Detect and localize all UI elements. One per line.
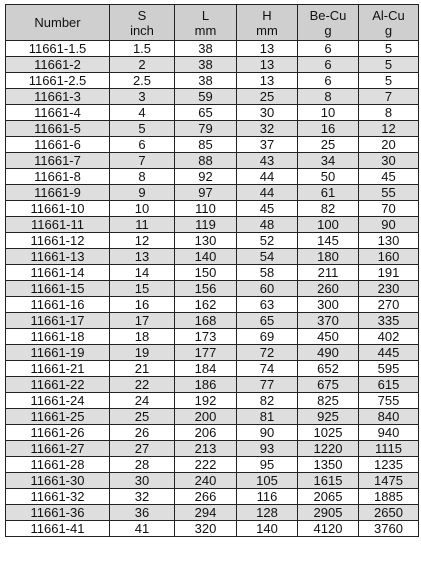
cell-be-cu-weight: 180 bbox=[298, 249, 359, 265]
cell-size: 16 bbox=[110, 297, 175, 313]
cell-number: 11661-41 bbox=[6, 521, 110, 537]
table-row bbox=[6, 441, 419, 457]
cell-length: 92 bbox=[175, 169, 237, 185]
cell-number: 11661-22 bbox=[6, 377, 110, 393]
table-row bbox=[6, 217, 419, 233]
cell-al-cu-weight: 8 bbox=[359, 105, 419, 121]
cell-height: 44 bbox=[237, 185, 298, 201]
cell-number: 11661-21 bbox=[6, 361, 110, 377]
cell-al-cu-weight: 755 bbox=[359, 393, 419, 409]
cell-al-cu-weight: 940 bbox=[359, 425, 419, 441]
cell-number: 11661-9 bbox=[6, 185, 110, 201]
cell-be-cu-weight: 1025 bbox=[298, 425, 359, 441]
cell-be-cu-weight: 370 bbox=[298, 313, 359, 329]
table-row bbox=[6, 393, 419, 409]
table-row bbox=[6, 57, 419, 73]
cell-al-cu-weight: 30 bbox=[359, 153, 419, 169]
cell-length: 59 bbox=[175, 89, 237, 105]
cell-height: 60 bbox=[237, 281, 298, 297]
cell-size: 5 bbox=[110, 121, 175, 137]
cell-size: 36 bbox=[110, 505, 175, 521]
cell-height: 32 bbox=[237, 121, 298, 137]
cell-number: 11661-30 bbox=[6, 473, 110, 489]
cell-height: 48 bbox=[237, 217, 298, 233]
cell-size: 2.5 bbox=[110, 73, 175, 89]
cell-height: 52 bbox=[237, 233, 298, 249]
cell-number: 11661-25 bbox=[6, 409, 110, 425]
cell-al-cu-weight: 1235 bbox=[359, 457, 419, 473]
table-row bbox=[6, 361, 419, 377]
cell-size: 3 bbox=[110, 89, 175, 105]
cell-length: 156 bbox=[175, 281, 237, 297]
cell-be-cu-weight: 100 bbox=[298, 217, 359, 233]
cell-length: 110 bbox=[175, 201, 237, 217]
cell-al-cu-weight: 7 bbox=[359, 89, 419, 105]
spec-table bbox=[5, 4, 419, 537]
cell-height: 13 bbox=[237, 73, 298, 89]
table-row bbox=[6, 201, 419, 217]
cell-length: 65 bbox=[175, 105, 237, 121]
cell-be-cu-weight: 300 bbox=[298, 297, 359, 313]
cell-number: 11661-1.5 bbox=[6, 41, 110, 57]
cell-length: 79 bbox=[175, 121, 237, 137]
cell-height: 65 bbox=[237, 313, 298, 329]
cell-length: 119 bbox=[175, 217, 237, 233]
cell-number: 11661-14 bbox=[6, 265, 110, 281]
table-row bbox=[6, 345, 419, 361]
table-row bbox=[6, 105, 419, 121]
table-row bbox=[6, 89, 419, 105]
cell-al-cu-weight: 3760 bbox=[359, 521, 419, 537]
cell-height: 116 bbox=[237, 489, 298, 505]
table-row bbox=[6, 521, 419, 537]
cell-length: 162 bbox=[175, 297, 237, 313]
cell-be-cu-weight: 6 bbox=[298, 73, 359, 89]
cell-al-cu-weight: 595 bbox=[359, 361, 419, 377]
cell-be-cu-weight: 145 bbox=[298, 233, 359, 249]
table-row bbox=[6, 313, 419, 329]
cell-al-cu-weight: 20 bbox=[359, 137, 419, 153]
cell-size: 41 bbox=[110, 521, 175, 537]
cell-number: 11661-17 bbox=[6, 313, 110, 329]
cell-al-cu-weight: 55 bbox=[359, 185, 419, 201]
cell-be-cu-weight: 16 bbox=[298, 121, 359, 137]
cell-al-cu-weight: 5 bbox=[359, 41, 419, 57]
cell-length: 240 bbox=[175, 473, 237, 489]
cell-be-cu-weight: 61 bbox=[298, 185, 359, 201]
cell-be-cu-weight: 450 bbox=[298, 329, 359, 345]
table-row bbox=[6, 425, 419, 441]
table-row bbox=[6, 329, 419, 345]
cell-number: 11661-8 bbox=[6, 169, 110, 185]
cell-size: 10 bbox=[110, 201, 175, 217]
cell-be-cu-weight: 490 bbox=[298, 345, 359, 361]
cell-al-cu-weight: 445 bbox=[359, 345, 419, 361]
cell-al-cu-weight: 402 bbox=[359, 329, 419, 345]
cell-size: 27 bbox=[110, 441, 175, 457]
cell-be-cu-weight: 25 bbox=[298, 137, 359, 153]
cell-height: 54 bbox=[237, 249, 298, 265]
cell-al-cu-weight: 90 bbox=[359, 217, 419, 233]
cell-be-cu-weight: 925 bbox=[298, 409, 359, 425]
cell-length: 184 bbox=[175, 361, 237, 377]
cell-length: 294 bbox=[175, 505, 237, 521]
cell-al-cu-weight: 5 bbox=[359, 73, 419, 89]
cell-be-cu-weight: 675 bbox=[298, 377, 359, 393]
column-header-number: Number bbox=[6, 5, 110, 41]
table-row bbox=[6, 281, 419, 297]
table-row bbox=[6, 153, 419, 169]
cell-number: 11661-19 bbox=[6, 345, 110, 361]
cell-size: 2 bbox=[110, 57, 175, 73]
cell-length: 200 bbox=[175, 409, 237, 425]
cell-be-cu-weight: 211 bbox=[298, 265, 359, 281]
cell-size: 12 bbox=[110, 233, 175, 249]
cell-size: 24 bbox=[110, 393, 175, 409]
cell-size: 11 bbox=[110, 217, 175, 233]
table-row bbox=[6, 377, 419, 393]
cell-height: 90 bbox=[237, 425, 298, 441]
cell-be-cu-weight: 6 bbox=[298, 41, 359, 57]
cell-be-cu-weight: 825 bbox=[298, 393, 359, 409]
cell-number: 11661-16 bbox=[6, 297, 110, 313]
table-row bbox=[6, 265, 419, 281]
cell-height: 43 bbox=[237, 153, 298, 169]
cell-height: 93 bbox=[237, 441, 298, 457]
cell-size: 6 bbox=[110, 137, 175, 153]
cell-al-cu-weight: 2650 bbox=[359, 505, 419, 521]
cell-al-cu-weight: 12 bbox=[359, 121, 419, 137]
cell-number: 11661-36 bbox=[6, 505, 110, 521]
cell-be-cu-weight: 652 bbox=[298, 361, 359, 377]
cell-number: 11661-5 bbox=[6, 121, 110, 137]
cell-length: 213 bbox=[175, 441, 237, 457]
cell-height: 58 bbox=[237, 265, 298, 281]
cell-number: 11661-6 bbox=[6, 137, 110, 153]
cell-al-cu-weight: 5 bbox=[359, 57, 419, 73]
cell-size: 26 bbox=[110, 425, 175, 441]
cell-size: 1.5 bbox=[110, 41, 175, 57]
cell-size: 8 bbox=[110, 169, 175, 185]
cell-height: 82 bbox=[237, 393, 298, 409]
cell-be-cu-weight: 2065 bbox=[298, 489, 359, 505]
cell-be-cu-weight: 6 bbox=[298, 57, 359, 73]
cell-height: 72 bbox=[237, 345, 298, 361]
cell-be-cu-weight: 10 bbox=[298, 105, 359, 121]
cell-length: 38 bbox=[175, 57, 237, 73]
cell-be-cu-weight: 260 bbox=[298, 281, 359, 297]
cell-number: 11661-28 bbox=[6, 457, 110, 473]
table-header bbox=[6, 5, 419, 41]
cell-al-cu-weight: 1475 bbox=[359, 473, 419, 489]
table-body bbox=[6, 41, 419, 537]
cell-be-cu-weight: 50 bbox=[298, 169, 359, 185]
cell-length: 140 bbox=[175, 249, 237, 265]
cell-al-cu-weight: 335 bbox=[359, 313, 419, 329]
cell-number: 11661-10 bbox=[6, 201, 110, 217]
cell-length: 266 bbox=[175, 489, 237, 505]
cell-size: 30 bbox=[110, 473, 175, 489]
cell-be-cu-weight: 82 bbox=[298, 201, 359, 217]
cell-be-cu-weight: 34 bbox=[298, 153, 359, 169]
cell-number: 11661-26 bbox=[6, 425, 110, 441]
cell-length: 177 bbox=[175, 345, 237, 361]
cell-height: 74 bbox=[237, 361, 298, 377]
cell-size: 32 bbox=[110, 489, 175, 505]
cell-size: 28 bbox=[110, 457, 175, 473]
cell-number: 11661-18 bbox=[6, 329, 110, 345]
cell-height: 13 bbox=[237, 57, 298, 73]
cell-height: 25 bbox=[237, 89, 298, 105]
cell-be-cu-weight: 4120 bbox=[298, 521, 359, 537]
cell-number: 11661-32 bbox=[6, 489, 110, 505]
cell-height: 77 bbox=[237, 377, 298, 393]
cell-number: 11661-3 bbox=[6, 89, 110, 105]
cell-size: 17 bbox=[110, 313, 175, 329]
cell-height: 140 bbox=[237, 521, 298, 537]
cell-be-cu-weight: 1615 bbox=[298, 473, 359, 489]
cell-height: 69 bbox=[237, 329, 298, 345]
table-row bbox=[6, 297, 419, 313]
cell-height: 44 bbox=[237, 169, 298, 185]
cell-height: 95 bbox=[237, 457, 298, 473]
table-row bbox=[6, 137, 419, 153]
table-row bbox=[6, 489, 419, 505]
cell-size: 25 bbox=[110, 409, 175, 425]
cell-length: 320 bbox=[175, 521, 237, 537]
column-header-height: H mm bbox=[237, 5, 298, 41]
cell-height: 63 bbox=[237, 297, 298, 313]
table-row bbox=[6, 457, 419, 473]
cell-al-cu-weight: 130 bbox=[359, 233, 419, 249]
cell-length: 88 bbox=[175, 153, 237, 169]
cell-height: 45 bbox=[237, 201, 298, 217]
table-row bbox=[6, 473, 419, 489]
cell-length: 38 bbox=[175, 73, 237, 89]
cell-al-cu-weight: 270 bbox=[359, 297, 419, 313]
cell-al-cu-weight: 70 bbox=[359, 201, 419, 217]
cell-height: 128 bbox=[237, 505, 298, 521]
table-row bbox=[6, 121, 419, 137]
cell-al-cu-weight: 1115 bbox=[359, 441, 419, 457]
cell-size: 15 bbox=[110, 281, 175, 297]
table-row bbox=[6, 169, 419, 185]
column-header-length: L mm bbox=[175, 5, 237, 41]
cell-size: 22 bbox=[110, 377, 175, 393]
table-row bbox=[6, 249, 419, 265]
cell-size: 7 bbox=[110, 153, 175, 169]
cell-number: 11661-27 bbox=[6, 441, 110, 457]
cell-height: 105 bbox=[237, 473, 298, 489]
cell-number: 11661-24 bbox=[6, 393, 110, 409]
cell-length: 38 bbox=[175, 41, 237, 57]
cell-length: 186 bbox=[175, 377, 237, 393]
cell-size: 21 bbox=[110, 361, 175, 377]
column-header-be-cu-weight: Be-Cu g bbox=[298, 5, 359, 41]
cell-number: 11661-2 bbox=[6, 57, 110, 73]
cell-height: 81 bbox=[237, 409, 298, 425]
cell-size: 13 bbox=[110, 249, 175, 265]
cell-length: 206 bbox=[175, 425, 237, 441]
table-row bbox=[6, 41, 419, 57]
cell-al-cu-weight: 840 bbox=[359, 409, 419, 425]
cell-be-cu-weight: 1220 bbox=[298, 441, 359, 457]
table-row bbox=[6, 73, 419, 89]
cell-length: 97 bbox=[175, 185, 237, 201]
cell-length: 173 bbox=[175, 329, 237, 345]
cell-number: 11661-13 bbox=[6, 249, 110, 265]
cell-size: 18 bbox=[110, 329, 175, 345]
cell-al-cu-weight: 615 bbox=[359, 377, 419, 393]
cell-height: 37 bbox=[237, 137, 298, 153]
cell-length: 168 bbox=[175, 313, 237, 329]
cell-number: 11661-2.5 bbox=[6, 73, 110, 89]
cell-al-cu-weight: 160 bbox=[359, 249, 419, 265]
cell-length: 192 bbox=[175, 393, 237, 409]
cell-height: 30 bbox=[237, 105, 298, 121]
cell-size: 14 bbox=[110, 265, 175, 281]
cell-length: 150 bbox=[175, 265, 237, 281]
cell-al-cu-weight: 230 bbox=[359, 281, 419, 297]
column-header-al-cu-weight: Al-Cu g bbox=[359, 5, 419, 41]
cell-number: 11661-7 bbox=[6, 153, 110, 169]
cell-length: 222 bbox=[175, 457, 237, 473]
cell-length: 85 bbox=[175, 137, 237, 153]
header-row bbox=[6, 5, 419, 41]
cell-al-cu-weight: 191 bbox=[359, 265, 419, 281]
cell-be-cu-weight: 2905 bbox=[298, 505, 359, 521]
table-row bbox=[6, 185, 419, 201]
cell-number: 11661-15 bbox=[6, 281, 110, 297]
cell-al-cu-weight: 45 bbox=[359, 169, 419, 185]
cell-number: 11661-11 bbox=[6, 217, 110, 233]
table-row bbox=[6, 409, 419, 425]
table-row bbox=[6, 233, 419, 249]
cell-be-cu-weight: 8 bbox=[298, 89, 359, 105]
cell-size: 4 bbox=[110, 105, 175, 121]
cell-al-cu-weight: 1885 bbox=[359, 489, 419, 505]
column-header-size: S inch bbox=[110, 5, 175, 41]
cell-length: 130 bbox=[175, 233, 237, 249]
cell-number: 11661-4 bbox=[6, 105, 110, 121]
table-row bbox=[6, 505, 419, 521]
cell-height: 13 bbox=[237, 41, 298, 57]
cell-size: 9 bbox=[110, 185, 175, 201]
cell-be-cu-weight: 1350 bbox=[298, 457, 359, 473]
cell-size: 19 bbox=[110, 345, 175, 361]
cell-number: 11661-12 bbox=[6, 233, 110, 249]
